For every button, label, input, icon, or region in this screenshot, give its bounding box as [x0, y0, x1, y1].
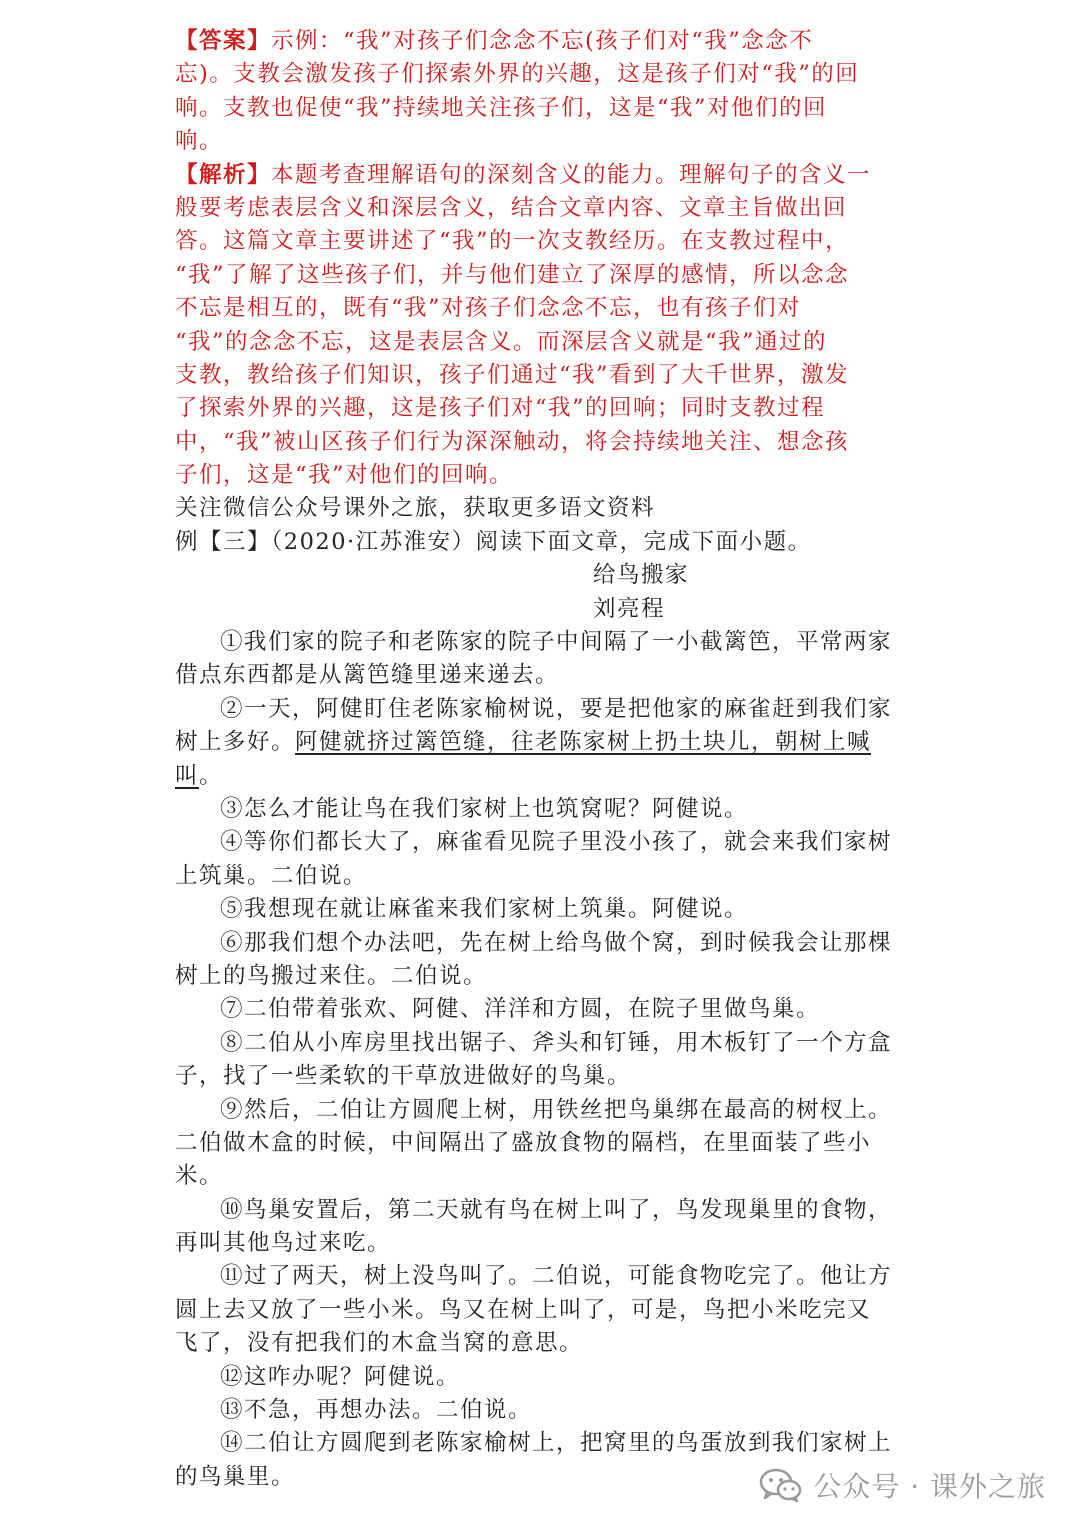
underlined-sentence-end: 叫 — [175, 762, 200, 789]
analysis-line-3: 答。这篇文章主要讲述了“我”的一次支教经历。在支教过程中， — [175, 228, 850, 255]
paragraph-4-line-2: 上筑巢。二伯说。 — [175, 862, 368, 889]
paragraph-1-line-1: ①我们家的院子和老陈家的院子中间隔了一小截篱笆，平常两家 — [220, 629, 893, 656]
analysis-tag: 【解析】 — [175, 161, 272, 188]
paragraph-11-line-1: ⑪过了两天，树上没鸟叫了。二伯说，可能食物吃完了。他让方 — [220, 1263, 893, 1290]
paragraph-4-line-1: ④等你们都长大了，麻雀看见院子里没小孩了，就会来我们家树 — [220, 829, 893, 856]
paragraph-9-line-3: 米。 — [175, 1163, 224, 1190]
analysis-line-9: 中，“我”被山区孩子们行为深深触动，将会持续地关注、想念孩 — [175, 428, 850, 455]
example-heading: 例【三】（2020·江苏淮安）阅读下面文章，完成下面小题。 — [175, 528, 812, 555]
answer-line-3: 响。支教也促使“我”持续地关注孩子们，这是“我”对他们的回 — [175, 94, 828, 121]
paragraph-10-line-2: 再叫其他鸟过来吃。 — [175, 1230, 392, 1257]
wechat-watermark — [759, 1465, 1046, 1505]
paragraph-6-line-1: ⑥那我们想个办法吧，先在树上给鸟做个窝，到时候我会让那棵 — [220, 929, 893, 956]
answer-tag: 【答案】 — [175, 28, 272, 54]
answer-line-4: 响。 — [175, 128, 224, 155]
paragraph-14-line-1: ⑭二伯让方圆爬到老陈家榆树上，把窝里的鸟蛋放到我们家树上 — [220, 1430, 893, 1457]
analysis-line-5: 不忘是相互的，既有“我”对孩子们念念不忘，也有孩子们对 — [175, 295, 802, 322]
analysis-line-7: 支教，教给孩子们知识，孩子们通过“我”看到了大千世界，激发 — [175, 361, 850, 388]
paragraph-10-line-1: ⑩鸟巢安置后，第二天就有鸟在树上叫了，鸟发现巢里的食物， — [220, 1196, 893, 1223]
wechat-notice: 关注微信公众号课外之旅，获取更多语文资料 — [175, 495, 656, 522]
watermark-text: 公众号 · 课外之旅 — [813, 1470, 1046, 1503]
analysis-line-4: “我”了解了这些孩子们，并与他们建立了深厚的感情，所以念念 — [175, 261, 850, 288]
paragraph-11-line-2: 圆上去又放了一些小米。鸟又在树上叫了，可是，鸟把小米吃完又 — [175, 1296, 872, 1323]
analysis-line-8: 了探索外界的兴趣，这是孩子们对“我”的回响；同时支教过程 — [175, 395, 826, 422]
analysis-line-10: 子们，这是“我”对他们的回响。 — [175, 462, 514, 489]
analysis-line-2: 般要考虑表层含义和深层含义，结合文章内容、文章主旨做出回 — [175, 194, 848, 221]
paragraph-2-line-2: 树上多好。阿健就挤过篱笆缝，往老陈家树上扔土块儿，朝树上喊 — [175, 729, 872, 756]
paragraph-2-line-1: ②一天，阿健盯住老陈家榆树说，要是把他家的麻雀赶到我们家 — [220, 695, 893, 722]
underlined-sentence: 阿健就挤过篱笆缝，往老陈家树上扔土块儿，朝树上喊 — [295, 729, 872, 756]
paragraph-3: ③怎么才能让鸟在我们家树上也筑窝呢？阿健说。 — [220, 795, 749, 822]
paragraph-2-line-3: 叫。 — [175, 762, 224, 789]
paragraph-1-line-2: 借点东西都是从篱笆缝里递来递去。 — [175, 662, 560, 689]
wechat-icon — [759, 1467, 803, 1503]
analysis-line-1: 【解析】本题考查理解语句的深刻含义的能力。理解句子的含义一 — [175, 161, 872, 188]
paragraph-5: ⑤我想现在就让麻雀来我们家树上筑巢。阿健说。 — [220, 896, 749, 923]
document-page — [175, 25, 897, 1494]
article-title: 给鸟搬家 — [593, 562, 690, 589]
answer-line-1: 【答案】示例：“我”对孩子们念念不忘(孩子们对“我”念念不 — [175, 28, 814, 54]
paragraph-11-line-3: 飞了，没有把我们的木盒当窝的意思。 — [175, 1330, 584, 1357]
answer-line-2: 忘)。支教会激发孩子们探索外界的兴趣，这是孩子们对“我”的回 — [175, 61, 860, 88]
paragraph-8-line-1: ⑧二伯从小库房里找出锯子、斧头和钉锤，用木板钉了一个方盒 — [220, 1029, 893, 1056]
paragraph-8-line-2: 子，找了一些柔软的干草放进做好的鸟巢。 — [175, 1063, 632, 1090]
paragraph-7: ⑦二伯带着张欢、阿健、洋洋和方圆，在院子里做鸟巢。 — [220, 996, 821, 1023]
paragraph-6-line-2: 树上的鸟搬过来住。二伯说。 — [175, 962, 488, 989]
article-author: 刘亮程 — [593, 595, 666, 622]
paragraph-9-line-1: ⑨然后，二伯让方圆爬上树，用铁丝把鸟巢绑在最高的树杈上。 — [220, 1096, 893, 1123]
paragraph-9-line-2: 二伯做木盒的时候，中间隔出了盛放食物的隔档，在里面装了些小 — [175, 1129, 872, 1156]
paragraph-12: ⑫这咋办呢？阿健说。 — [220, 1363, 461, 1390]
paragraph-13: ⑬不急，再想办法。二伯说。 — [220, 1397, 533, 1424]
paragraph-14-line-2: 的鸟巢里。 — [175, 1463, 296, 1490]
analysis-line-6: “我”的念念不忘，这是表层含义。而深层含义就是“我”通过的 — [175, 328, 828, 355]
